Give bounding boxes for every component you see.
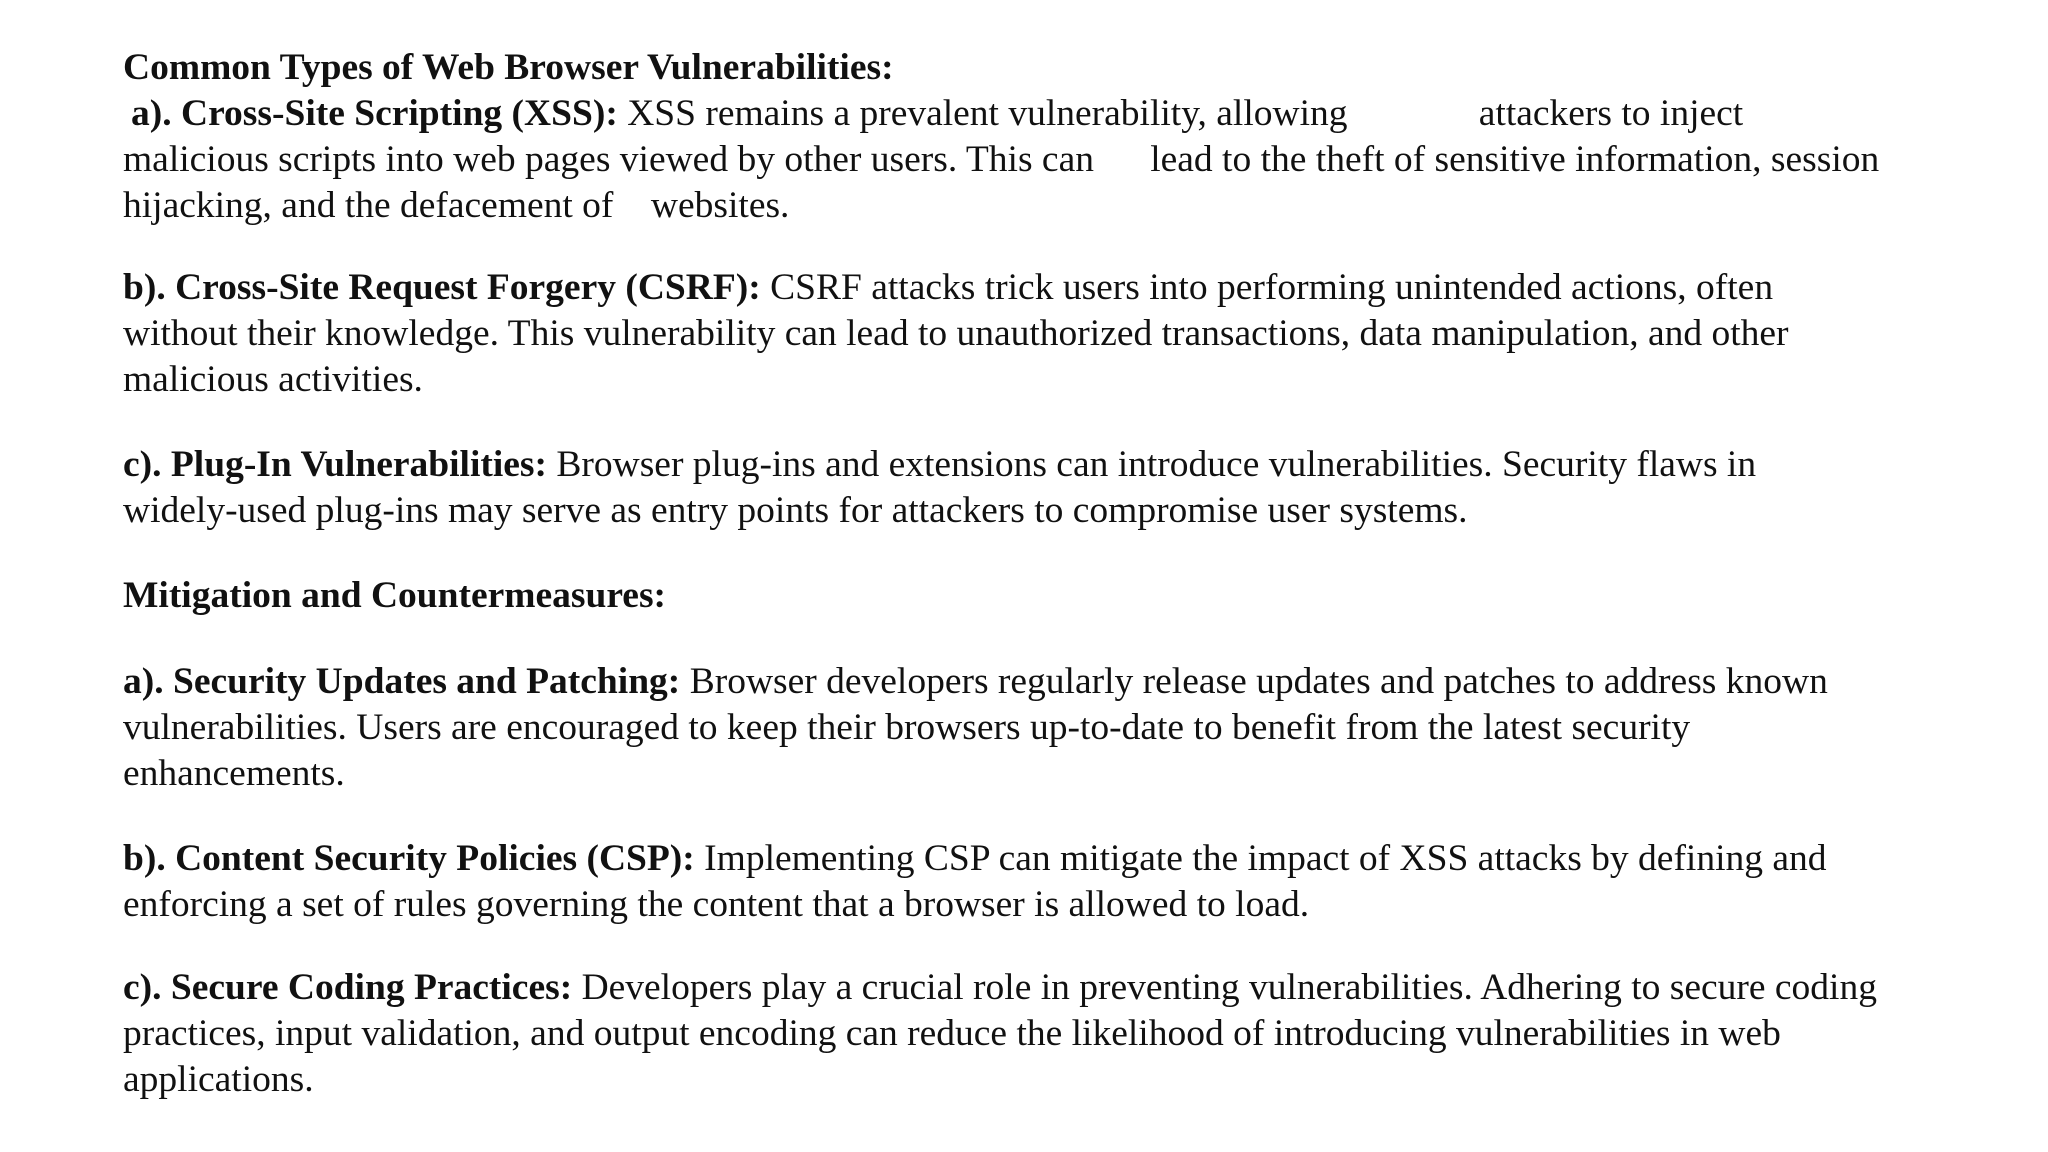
paragraph-coding-line-3: applications.: [123, 1059, 314, 1100]
paragraph-coding-line-2: practices, input validation, and output encoding can reduce the likelihood of introducing vulnerabilities in web: [123, 1013, 1781, 1054]
paragraph-plugin-line-2: widely-used plug-ins may serve as entry points for attackers to compromise user systems.: [123, 490, 1468, 531]
paragraph-title-xss: a). Cross-Site Scripting (XSS):: [131, 93, 618, 134]
paragraph-updates-line-2: vulnerabilities. Users are encouraged to keep their browsers up-to-date to benefit from the latest security: [123, 707, 1691, 748]
paragraph-updates-line-3: enhancements.: [123, 753, 345, 794]
paragraph-xss-line-1: [131, 91, 1743, 137]
paragraph-title-csrf: b). Cross-Site Request Forgery (CSRF):: [123, 267, 761, 308]
paragraph-text: XSS remains a prevalent vulnerability, allowing attackers to inject: [617, 93, 1744, 134]
paragraph-plugin-line-1: [123, 442, 1756, 488]
paragraph-text: CSRF attacks trick users into performing unintended actions, often: [760, 267, 1774, 308]
paragraph-title-csp: b). Content Security Policies (CSP):: [123, 838, 695, 879]
paragraph-coding-line-1: [123, 965, 1877, 1011]
paragraph-csrf-line-2: without their knowledge. This vulnerability can lead to unauthorized transactions, data manipulation, and other: [123, 313, 1789, 354]
paragraph-text: Browser plug-ins and extensions can introduce vulnerabilities. Security flaws in: [547, 444, 1757, 485]
paragraph-csrf-line-3: malicious activities.: [123, 359, 423, 400]
paragraph-xss-line-2: malicious scripts into web pages viewed by other users. This can lead to the theft of sensitive information, session: [123, 139, 1880, 180]
paragraph-text: Browser developers regularly release updates and patches to address known: [680, 661, 1828, 702]
paragraph-csrf-line-1: [123, 265, 1773, 311]
section-heading-vulnerabilities: Common Types of Web Browser Vulnerabilities:: [123, 47, 894, 88]
paragraph-text: Developers play a crucial role in preventing vulnerabilities. Adhering to secure coding: [572, 967, 1877, 1008]
paragraph-text: Implementing CSP can mitigate the impact of XSS attacks by defining and: [694, 838, 1827, 879]
paragraph-title-plugin: c). Plug-In Vulnerabilities:: [123, 444, 547, 485]
paragraph-updates-line-1: [123, 659, 1828, 705]
paragraph-csp-line-2: enforcing a set of rules governing the content that a browser is allowed to load.: [123, 884, 1310, 925]
document-page: [123, 0, 1953, 1152]
paragraph-title-coding: c). Secure Coding Practices:: [123, 967, 573, 1008]
paragraph-csp-line-1: [123, 836, 1827, 882]
paragraph-title-updates: a). Security Updates and Patching:: [123, 661, 681, 702]
paragraph-xss-line-3: hijacking, and the defacement of websites.: [123, 185, 790, 226]
section-heading-mitigation: Mitigation and Countermeasures:: [123, 575, 667, 616]
